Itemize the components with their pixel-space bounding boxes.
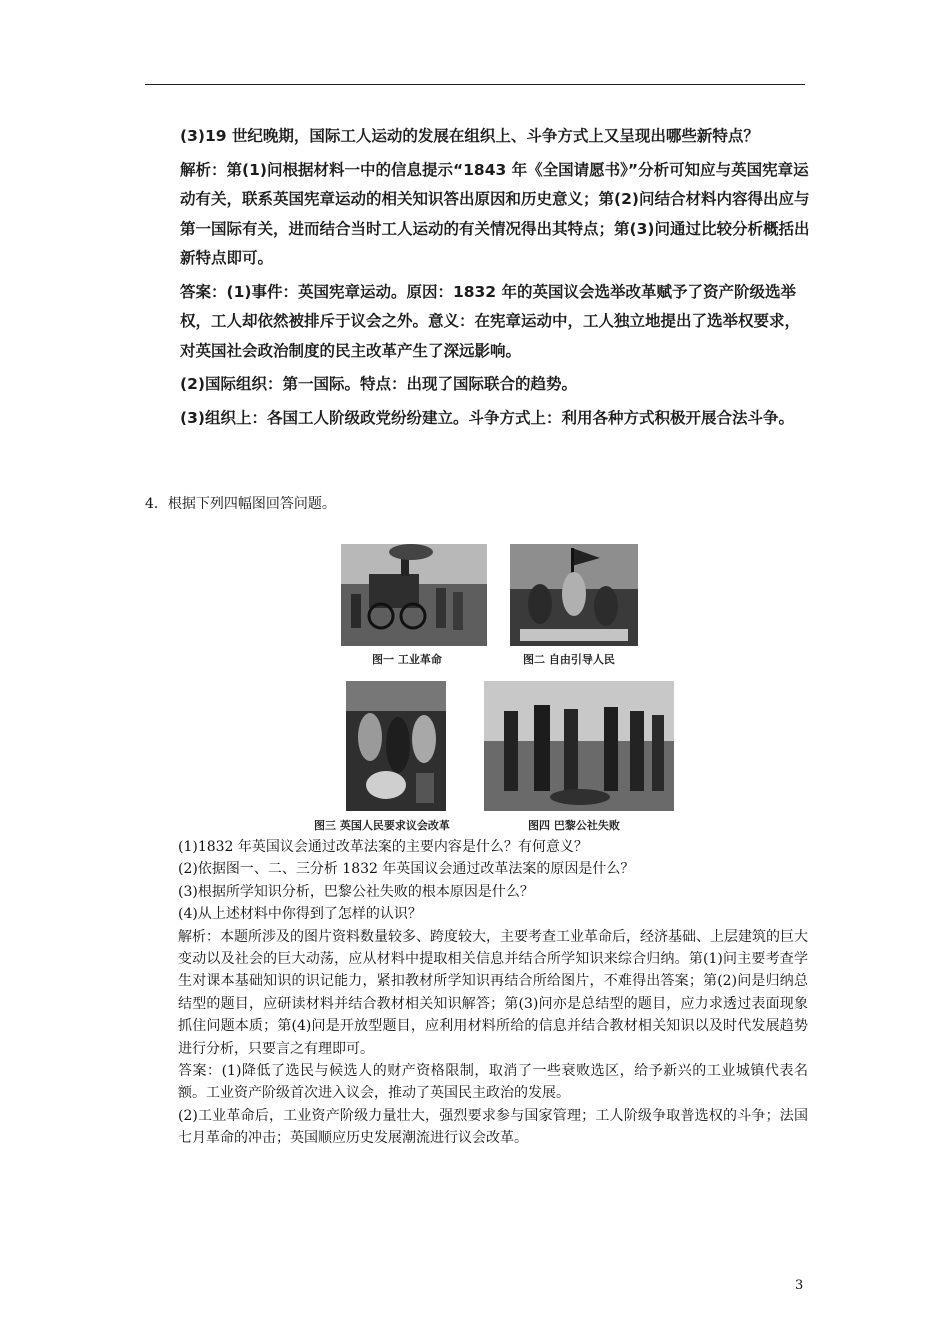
sub-question-2: (2)依据图一、二、三分析 1832 年英国议会通过改革法案的原因是什么？: [178, 861, 635, 878]
crowd-demanding-reform-engraving-icon: [346, 681, 446, 811]
steam-locomotive-engraving-icon: [341, 544, 487, 646]
page-number: 3: [795, 1278, 804, 1293]
question-4-body: [178, 836, 808, 1150]
scanned-answer-block: [145, 122, 813, 433]
sub-question-4: (4)从上述材料中你得到了怎样的认识？: [178, 906, 422, 923]
analysis-paragraph: 解析：本题所涉及的图片资料数量较多、跨度较大，主要考查工业革命后，经济基础、上层建筑的巨大变动以及社会的巨大动荡，应从材料中提取相关信息并结合所学知识来综合归纳。第(1)问主要考查学生对课本基础知识的识记能力，紧扣教材所学知识再结合所给图片，不难得出答案；第(2)问是归纳总结型的题目，应研读材料并结合教材相关知识解答；第(3)问亦是总结型的题目，应力求透过表面现象抓住问题本质；第(4)问是开放型题目，应利用材料所给的信息并结合教材相关知识以及时代发展趋势进行分析，只要言之有理即可。: [178, 928, 808, 1057]
figure-1-caption: 图一 工业革命: [372, 653, 442, 666]
liberty-leading-the-people-painting-icon: [510, 544, 638, 646]
answer-1: 答案：(1)事件：英国宪章运动。原因：1832 年的英国议会选举改革赋予了资产阶级选举权，工人却依然被排斥于议会之外。意义：在宪章运动中，工人独立地提出了选举权要求，对英国社会政治制度的民主改革产生了深远影响。: [180, 282, 801, 360]
sub-question-1: (1)1832 年英国议会通过改革法案的主要内容是什么？有何意义？: [178, 839, 588, 855]
header-rule: [145, 84, 805, 85]
answer-3: (3)组织上：各国工人阶级政党纷纷建立。斗争方式上：利用各种方式积极开展合法斗争。: [180, 408, 794, 427]
analysis-text: 解析：第(1)问根据材料一中的信息提示“1843 年《全国请愿书》”分析可知应与英国宪章运动有关，联系英国宪章运动的相关知识答出原因和历史意义；第(2)问结合材料内容得出应与第一国际有关，进而结合当时工人运动的有关情况得出其特点；第(3)问通过比较分析概括出新特点即可。: [180, 160, 810, 267]
paris-commune-execution-painting-icon: [484, 681, 674, 811]
question-3: (3)19 世纪晚期，国际工人运动的发展在组织上、斗争方式上又呈现出哪些新特点？: [180, 127, 759, 145]
figure-3-caption: 图三 英国人民要求议会改革: [314, 819, 450, 832]
question-4: 4．根据下列四幅图回答问题。: [145, 496, 336, 512]
answer-paragraph-1: 答案：(1)降低了选民与候选人的财产资格限制，取消了一些衰败选区，给予新兴的工业城镇代表名额。工业资产阶级首次进入议会，推动了英国民主政治的发展。: [178, 1063, 808, 1102]
figure-2-caption: 图二 自由引导人民: [523, 653, 615, 666]
figure-4-caption: 图四 巴黎公社失败: [528, 819, 620, 832]
answer-paragraph-2: (2)工业革命后，工业资产阶级力量壮大，强烈要求参与国家管理；工人阶级争取普选权的斗争；法国七月革命的冲击；英国顺应历史发展潮流进行议会改革。: [178, 1107, 808, 1147]
answer-2: (2)国际组织：第一国际。特点：出现了国际联合的趋势。: [180, 375, 577, 393]
sub-question-3: (3)根据所学知识分析，巴黎公社失败的根本原因是什么？: [178, 883, 534, 900]
